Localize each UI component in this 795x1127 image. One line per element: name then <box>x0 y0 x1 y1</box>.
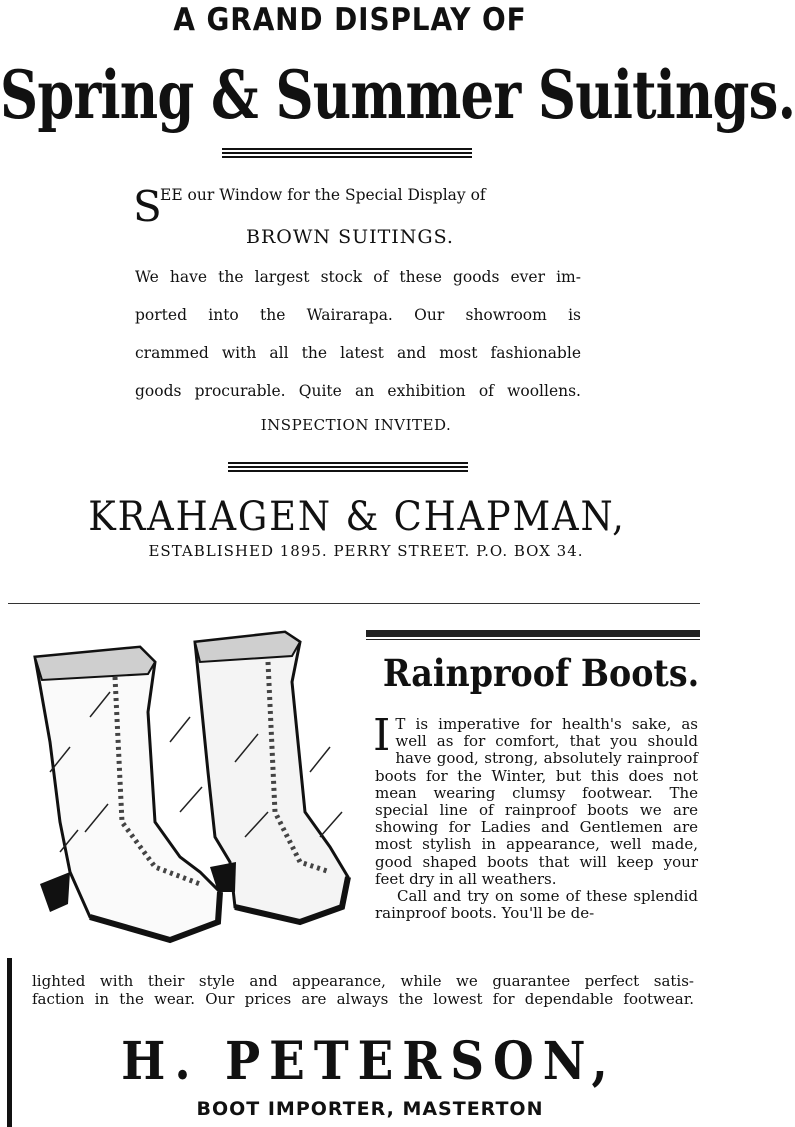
boot-importer-line: BOOT IMPORTER, MASTERTON <box>196 1098 544 1120</box>
section-divider <box>8 603 700 604</box>
ornamental-rule-thin <box>366 639 700 640</box>
boots-paragraph-1: T is imperative for health's sake, as well as for comfort, that you should have good, strong, absolutely rainproof boots for the Winter, but this does not mean wearing clumsy footwear. The special line of rainproof boots we are showing for Ladies and Gentlemen are most stylish in appearance, well made, good shaped boots that will keep your feet dry in all weathers. <box>375 715 698 888</box>
boots-continuation <box>32 972 694 1008</box>
body-line-3: crammed with all the latest and most fashionable <box>135 344 581 362</box>
body-line-4: goods procurable. Quite an exhibition of woollens. <box>135 382 581 400</box>
triple-rule-top <box>222 148 472 160</box>
rainproof-column-text <box>373 710 698 923</box>
inspection-invited: INSPECTION INVITED. <box>260 416 452 434</box>
brown-suitings-heading: BROWN SUITINGS. <box>246 226 454 248</box>
firm-name: KRAHAGEN & CHAPMAN, <box>88 494 626 540</box>
body-line-1: We have the largest stock of these goods ever im- <box>135 268 581 286</box>
triple-rule-bottom <box>228 462 468 474</box>
ad-headline: A GRAND DISPLAY OF <box>173 2 527 38</box>
continuation-line-2: faction in the wear. Our prices are always the lowest for dependable footwear. <box>32 990 694 1008</box>
ornamental-rule <box>366 630 700 637</box>
ad-title: Spring & Summer Suitings. <box>0 56 795 134</box>
rainproof-boots-title: Rainproof Boots. <box>382 651 700 695</box>
peterson-name: H. PETERSON, <box>121 1031 617 1092</box>
continuation-line-1: lighted with their style and appearance, while we guarantee perfect satis- <box>32 972 694 990</box>
see-window-line: EE our Window for the Special Display of <box>160 186 486 204</box>
boots-dropcap: I <box>373 710 391 761</box>
boots-paragraph-2: Call and try on some of these splendid rainproof boots. You'll be de- <box>375 887 698 923</box>
see-dropcap: S <box>133 182 162 231</box>
firm-address: ESTABLISHED 1895. PERRY STREET. P.O. BOX 34. <box>148 542 584 560</box>
body-line-2: ported into the Wairarapa. Our showroom is <box>135 306 581 324</box>
boots-illustration-icon <box>30 622 360 952</box>
